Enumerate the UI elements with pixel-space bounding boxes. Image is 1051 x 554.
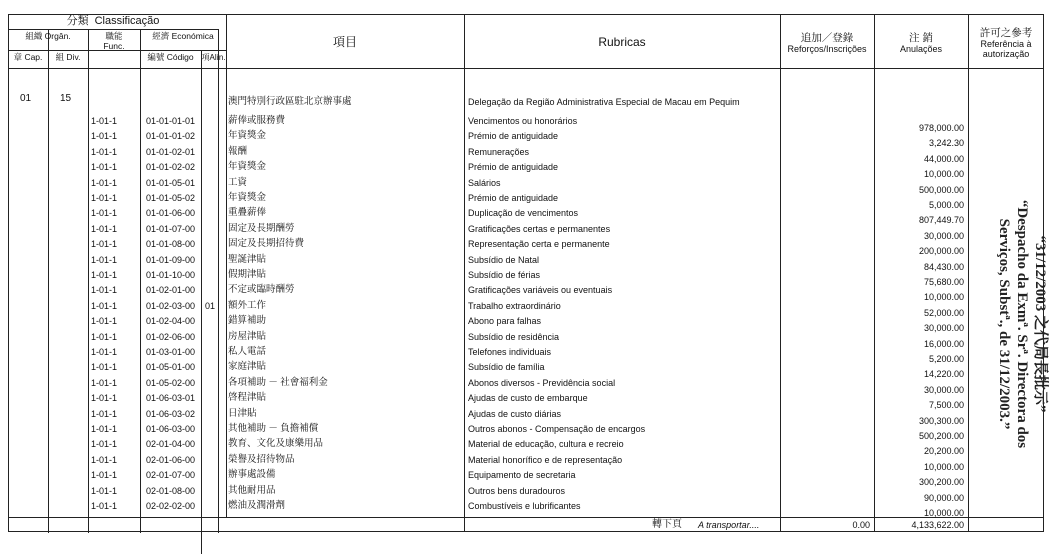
row-item-zh: 家庭津貼 (228, 362, 267, 373)
row-function: 1-01-1 (91, 223, 118, 234)
row-code: 01-01-07-00 (146, 223, 196, 234)
row-code: 01-01-05-01 (146, 177, 196, 188)
code-header: 編號 Código (147, 52, 194, 62)
row-function: 1-01-1 (91, 347, 118, 357)
row-function: 1-01-1 (91, 300, 118, 311)
row-rubrica-pt: Remunerações (468, 146, 530, 157)
row-rubrica-pt: Telefones individuais (468, 347, 552, 357)
row-rubrica-pt: Subsídio de Natal (468, 254, 540, 265)
row-amount: 3,242.30 (928, 138, 964, 149)
row-code: 01-02-01-00 (146, 285, 196, 296)
row-code: 01-01-01-02 (146, 131, 196, 142)
row-amount: 500,000.00 (918, 184, 964, 195)
row-function: 1-01-1 (91, 501, 118, 511)
row-function: 1-01-1 (91, 393, 118, 404)
row-item-zh: 固定及長期酬勞 (228, 223, 295, 234)
row-function: 1-01-1 (91, 177, 118, 188)
header-sub-line (8, 29, 218, 30)
row-amount: 90,000.00 (923, 492, 964, 503)
row-item-zh: 其他耐用品 (228, 485, 276, 496)
col-border-function (140, 29, 141, 533)
row-amount: 75,680.00 (923, 277, 964, 287)
row-code: 01-03-01-00 (146, 347, 196, 357)
row-amount: 20,200.00 (923, 446, 964, 457)
col-border-authorization (968, 14, 969, 532)
row-code: 01-01-09-00 (146, 254, 196, 265)
row-rubrica-pt: Prémio de antiguidade (468, 193, 559, 203)
economic-header: 經濟 Económica (152, 31, 214, 41)
budget-table (8, 14, 1048, 534)
row-code: 01-01-05-02 (146, 193, 196, 203)
classification-header: 分類 Classificação (66, 15, 160, 27)
row-rubrica-pt: Duplicação de vencimentos (468, 208, 579, 219)
col-border-chapter (48, 29, 49, 533)
row-amount: 5,000.00 (928, 200, 964, 210)
reforcos-header: 追加／登錄 Reforços/Inscrições (787, 32, 867, 55)
entity-name-pt: Delegação da Região Administrativa Especial de Macau em Pequim (468, 97, 740, 107)
row-amount: 30,000.00 (923, 323, 964, 334)
row-amount: 52,000.00 (923, 307, 964, 318)
row-amount: 44,000.00 (923, 153, 964, 164)
row-code: 01-05-01-00 (146, 362, 196, 373)
authorization-note-line3: Serviços, Substª., de 31/12/2003.” (996, 218, 1012, 430)
row-item-zh: 年資獎金 (228, 162, 267, 173)
row-function: 1-01-1 (91, 331, 118, 342)
row-function: 1-01-1 (91, 239, 118, 250)
row-item-zh: 燃油及潤滑劑 (228, 501, 286, 511)
row-item-zh: 各項補助 － 社會福利金 (228, 377, 328, 388)
row-code: 02-02-02-00 (146, 501, 196, 511)
row-code: 01-01-01-01 (146, 116, 196, 126)
row-function: 1-01-1 (91, 454, 118, 465)
row-function: 1-01-1 (91, 162, 118, 173)
row-item-zh: 年資獎金 (228, 193, 267, 203)
col-border-rubricas (464, 14, 465, 532)
division-value: 15 (60, 93, 72, 104)
row-function: 1-01-1 (91, 208, 118, 219)
row-rubrica-pt: Material de educação, cultura e recreio (468, 439, 624, 450)
row-item-zh: 重疊薪俸 (228, 208, 267, 219)
row-item-zh: 錯算補助 (228, 316, 267, 327)
row-rubrica-pt: Combustíveis e lubrificantes (468, 501, 581, 511)
row-amount: 5,200.00 (928, 354, 964, 364)
row-item-zh: 日津貼 (228, 408, 257, 419)
col-border-division (88, 29, 89, 533)
col-border-item (226, 14, 227, 518)
item-header: 項目 (332, 35, 357, 49)
col-border-alinea (218, 29, 219, 533)
row-function: 1-01-1 (91, 146, 118, 157)
row-item-zh: 啓程津貼 (228, 393, 267, 404)
row-rubrica-pt: Trabalho extraordinário (468, 300, 561, 311)
row-rubrica-pt: Ajudas de custo de embarque (468, 393, 588, 404)
row-rubrica-pt: Gratificações variáveis ou eventuais (468, 285, 613, 296)
row-code: 01-02-04-00 (146, 316, 196, 327)
row-rubrica-pt: Vencimentos ou honorários (468, 116, 578, 126)
division-header: 組 Div. (55, 52, 81, 62)
anulacoes-total: 4,133,622.00 (911, 520, 964, 530)
row-rubrica-pt: Salários (468, 177, 501, 188)
row-amount: 10,000.00 (923, 292, 964, 303)
row-item-zh: 房屋津貼 (228, 331, 267, 342)
authorization-note-line1: “31/12/2003 之代局長批示” (1032, 235, 1048, 413)
row-amount: 30,000.00 (923, 384, 964, 395)
row-item-zh: 不定或臨時酬勞 (228, 285, 295, 296)
row-function: 1-01-1 (91, 424, 118, 434)
row-code: 02-01-07-00 (146, 470, 196, 481)
row-rubrica-pt: Subsídio de residência (468, 331, 560, 342)
row-function: 1-01-1 (91, 485, 118, 496)
row-item-zh: 年資獎金 (228, 131, 267, 142)
row-item-zh: 額外工作 (228, 300, 267, 311)
authorization-note (972, 164, 1051, 484)
organ-header: 組織 Orgân. (25, 31, 71, 41)
row-amount: 978,000.00 (918, 123, 964, 133)
rubricas-header: Rubricas (598, 35, 646, 49)
row-amount: 200,000.00 (918, 246, 964, 257)
row-code: 02-01-06-00 (146, 454, 196, 465)
authorization-note-line2: “Despacho da Exmª. Srª. Directora dos (1014, 199, 1030, 449)
row-function: 1-01-1 (91, 131, 118, 142)
row-rubrica-pt: Representação certa e permanente (468, 239, 610, 250)
col-border-reforcos (780, 14, 781, 532)
row-item-zh: 私人電話 (228, 347, 267, 357)
row-function: 1-01-1 (91, 254, 118, 265)
row-code: 01-06-03-02 (146, 408, 196, 419)
alinea-header: 項Alín. (201, 53, 226, 62)
col-border-0 (8, 14, 9, 532)
chapter-header: 章 Cap. (13, 52, 43, 62)
row-code: 01-01-10-00 (146, 270, 196, 280)
row-code: 01-05-02-00 (146, 377, 196, 388)
transport-label-pt: A transportar.... (698, 520, 760, 530)
row-function: 1-01-1 (91, 285, 118, 296)
row-code: 01-02-06-00 (146, 331, 196, 342)
row-amount: 300,200.00 (918, 477, 964, 488)
row-rubrica-pt: Abonos diversos - Previdência social (468, 377, 616, 388)
row-rubrica-pt: Prémio de antiguidade (468, 131, 559, 142)
row-item-zh: 其他補助 － 負擔補償 (228, 424, 319, 434)
row-item-zh: 薪俸或服務費 (228, 116, 286, 126)
row-code: 01-01-06-00 (146, 208, 196, 219)
row-rubrica-pt: Gratificações certas e permanentes (468, 223, 611, 234)
row-rubrica-pt: Material honorífico e de representação (468, 454, 623, 465)
header-bottom-border (8, 68, 1044, 69)
col-border-code (201, 50, 202, 554)
row-item-zh: 假期津貼 (228, 270, 267, 280)
reforcos-total: 0.00 (852, 520, 870, 530)
row-function: 1-01-1 (91, 316, 118, 327)
row-code: 01-06-03-01 (146, 393, 196, 404)
row-rubrica-pt: Prémio de antiguidade (468, 162, 559, 173)
anulacoes-header: 注 銷 Anulações (899, 32, 943, 55)
row-code: 01-06-03-00 (146, 424, 196, 434)
row-function: 1-01-1 (91, 362, 118, 373)
row-item-zh: 辦事處設備 (228, 470, 276, 481)
table-bottom-border (8, 531, 1044, 532)
row-rubrica-pt: Subsídio de família (468, 362, 545, 373)
row-function: 1-01-1 (91, 270, 118, 280)
row-function: 1-01-1 (91, 470, 118, 481)
row-code: 01-01-08-00 (146, 239, 196, 250)
row-amount: 10,000.00 (923, 508, 964, 518)
row-rubrica-pt: Equipamento de secretaria (468, 470, 576, 481)
row-code: 02-01-04-00 (146, 439, 196, 450)
function-header: 職能 Func. (103, 31, 125, 51)
row-item-zh: 固定及長期招待費 (228, 239, 305, 250)
row-rubrica-pt: Outros bens duradouros (468, 485, 566, 496)
row-function: 1-01-1 (91, 377, 118, 388)
row-function: 1-01-1 (91, 193, 118, 203)
row-amount: 7,500.00 (928, 400, 964, 411)
row-amount: 807,449.70 (918, 215, 964, 226)
row-code: 01-01-02-02 (146, 162, 196, 173)
row-rubrica-pt: Ajudas de custo diárias (468, 408, 562, 419)
row-amount: 16,000.00 (923, 338, 964, 349)
authorization-header: 許可之參考 Referência à autorização (979, 27, 1033, 60)
row-amount: 84,430.00 (923, 261, 964, 272)
row-amount: 10,000.00 (923, 169, 964, 180)
row-item-zh: 工資 (228, 177, 248, 188)
row-amount: 10,000.00 (923, 461, 964, 472)
row-rubrica-pt: Outros abonos - Compensação de encargos (468, 424, 646, 434)
chapter-value: 01 (20, 93, 32, 104)
row-rubrica-pt: Subsídio de férias (468, 270, 541, 280)
row-function: 1-01-1 (91, 116, 118, 126)
row-rubrica-pt: Abono para falhas (468, 316, 542, 327)
transport-label-zh: 轉下頁 (652, 519, 682, 530)
row-amount: 14,220.00 (923, 369, 964, 380)
row-code: 01-02-03-00 (146, 300, 196, 311)
row-function: 1-01-1 (91, 408, 118, 419)
row-code: 02-01-08-00 (146, 485, 196, 496)
row-item-zh: 教育、文化及康樂用品 (228, 439, 324, 450)
row-amount: 30,000.00 (923, 230, 964, 241)
row-item-zh: 榮譽及招待物品 (228, 454, 295, 465)
row-amount: 300,300.00 (918, 415, 964, 426)
row-item-zh: 聖誕津貼 (228, 254, 267, 265)
row-item-zh: 報酬 (228, 146, 248, 157)
row-function: 1-01-1 (91, 439, 118, 450)
row-code: 01-01-02-01 (146, 146, 196, 157)
row-alinea: 01 (205, 300, 216, 311)
entity-name-zh: 澳門特別行政區駐北京辦事處 (228, 97, 352, 107)
row-amount: 500,200.00 (918, 431, 964, 441)
